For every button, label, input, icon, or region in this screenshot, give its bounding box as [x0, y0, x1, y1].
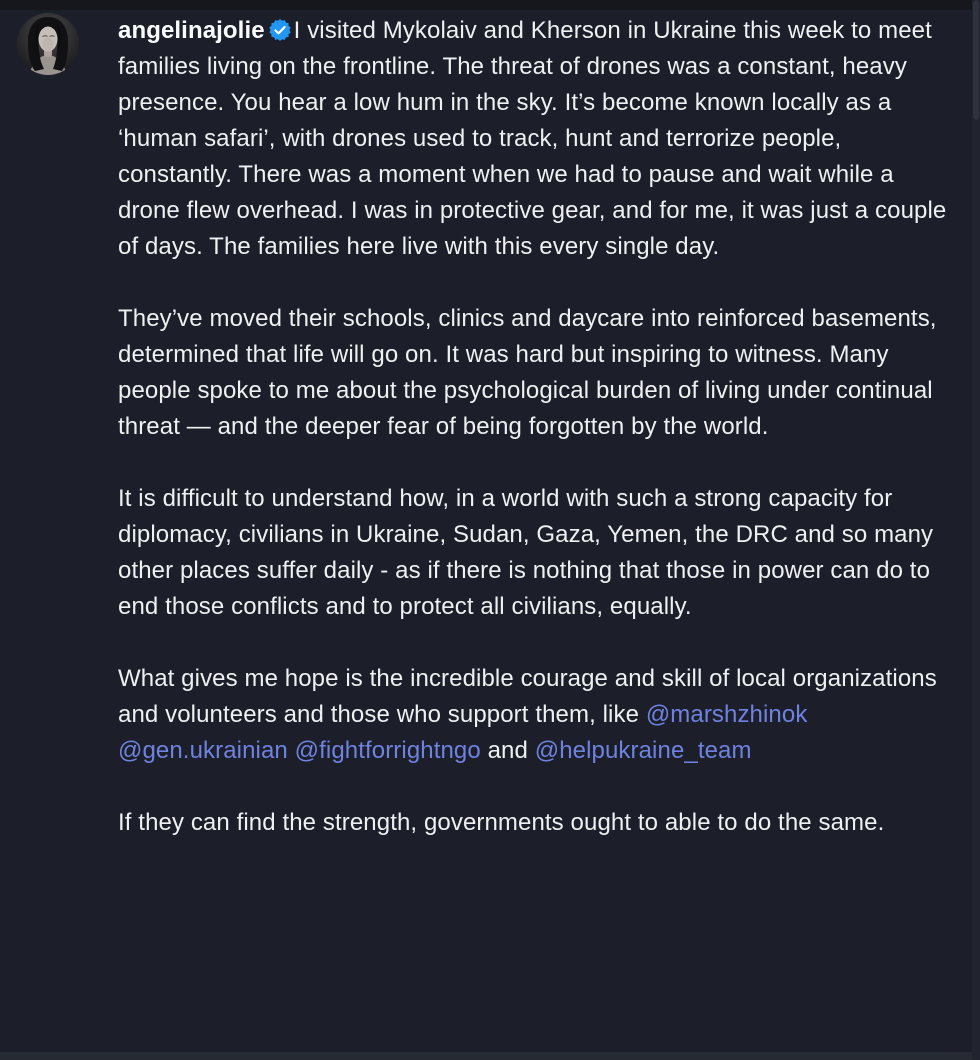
caption-text: I visited Mykolaiv and Kherson in Ukraine this week to meet families living on the frontline. The threat of drones was a constant, heavy presence. You hear a low hum in the sky. It’s become known locally as a ‘human safari’, with drones used to track, hunt and terrorize people, constantly. There was a moment when we had to pause and wait while a drone flew overhead. I was in protective gear, and for me, it was just a couple of days. The families here live with this every single day. [118, 17, 947, 260]
username-link[interactable]: angelinajolie [118, 17, 265, 44]
caption-paragraph-5: If they can find the strength, governments ought to able to do the same. [118, 809, 885, 836]
scrollbar-thumb[interactable] [973, 0, 979, 120]
post-caption-block [17, 13, 962, 841]
caption-paragraph-2: They’ve moved their schools, clinics and daycare into reinforced basements, determined that life will go on. It was hard but inspiring to witness. Many people spoke to me about the psychological burden of living under continual threat — and the deeper fear of being forgotten by the world. [118, 305, 937, 440]
caption-paragraph-1 [118, 13, 962, 265]
mention-link-helpukraine-team[interactable]: @helpukraine_team [534, 737, 752, 764]
top-divider [0, 0, 972, 10]
avatar-portrait-image [17, 13, 79, 75]
mention-link-fightforrightngo[interactable]: @fightforrightngo [294, 737, 481, 764]
mention-link-gen-ukrainian[interactable]: @gen.ukrainian [118, 737, 288, 764]
caption-text: What gives me hope is the incredible courage and skill of local organizations and volunteers and those who support them, like [118, 665, 937, 728]
scrollbar[interactable] [972, 0, 980, 1060]
avatar[interactable] [17, 13, 79, 75]
mention-link-marshzhinok[interactable]: @marshzhinok [645, 701, 808, 728]
caption-paragraph-3: It is difficult to understand how, in a world with such a strong capacity for diplomacy, civilians in Ukraine, Sudan, Gaza, Yemen, the DRC and so many other places suffer daily - as if there is nothing that those in power can do to end those conflicts and to protect all civilians, equally. [118, 485, 934, 620]
bottom-divider [0, 1052, 972, 1060]
verified-badge-icon [269, 19, 291, 41]
caption-paragraph-4 [118, 661, 962, 769]
caption-text-column [118, 13, 962, 841]
caption-text: and [487, 737, 528, 764]
